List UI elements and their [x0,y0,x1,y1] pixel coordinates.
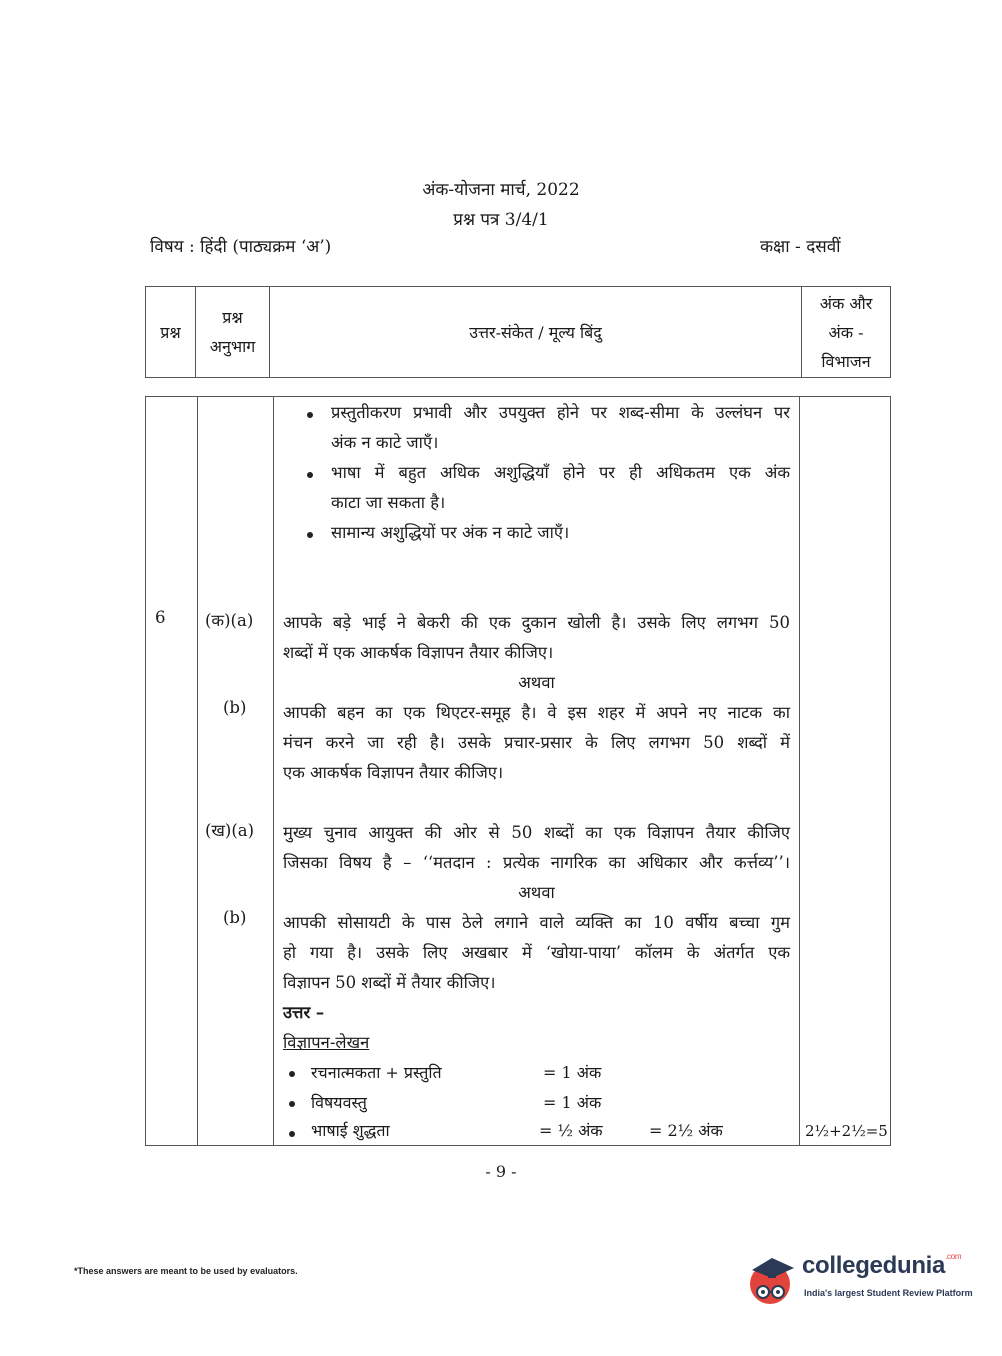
answer-label: उत्तर – [283,1003,325,1022]
page-number: - 9 - [485,1162,517,1181]
ka-a-line-1: आपके बड़े भाई ने बेकरी की एक दुकान खोली है। उसके लिए लगभग 50 [283,613,790,632]
bullet-icon [307,472,313,478]
section-cell [198,397,274,1146]
header-answer-col: उत्तर-संकेत / मूल्य बिंदु [270,287,802,378]
kha-b-line-1: आपकी सोसायटी के पास ठेले लगाने वाले व्यक्ति का 10 वर्षीय बच्चा गुम [283,913,790,932]
answer-cell [274,397,800,1146]
table-header [145,286,891,378]
answer-table [145,396,891,1146]
ka-b-line-3: एक आकर्षक विज्ञापन तैयार कीजिए। [283,763,504,782]
logo-suffix: .com [945,1252,962,1261]
criterion-1-name: रचनात्मकता + प्रस्तुति [311,1063,442,1082]
or-divider-1: अथवा [518,673,555,692]
bullet-icon [307,532,313,538]
criterion-1-marks: = 1 अंक [543,1063,602,1082]
mascot-icon [742,1248,802,1312]
header-question-col: प्रश्न [146,287,196,378]
ka-a-line-2: शब्दों में एक आकर्षक विज्ञापन तैयार कीजिए। [283,643,554,662]
kha-a-line-2: जिसका विषय है – ‘‘मतदान : प्रत्येक नागरिक का अधिकार और कर्त्तव्य’’। [283,853,790,872]
document-title: अंक-योजना मार्च, 2022 [422,180,580,200]
collegedunia-logo [742,1248,972,1312]
note-3-line-1: सामान्य अशुद्धियों पर अंक न काटे जाएँ। [331,523,570,542]
bullet-icon [289,1101,295,1107]
question-number-cell [146,397,198,1146]
note-1-line-2: अंक न काटे जाएँ। [331,433,439,452]
header-marks-line3: विभाजन [821,351,871,371]
bullet-icon [307,412,313,418]
header-section-line2: अनुभाग [209,337,256,356]
ka-b-line-1: आपकी बहन का एक थिएटर-समूह है। वे इस शहर में अपने नए नाटक का [283,703,790,722]
marks-cell [800,397,891,1146]
criterion-3-marks: = ½ अंक [539,1121,603,1140]
criterion-2-name: विषयवस्तु [311,1093,367,1112]
footnote: *These answers are meant to be used by evaluators. [74,1266,298,1276]
paper-code: प्रश्न पत्र 3/4/1 [453,210,549,230]
header-marks-col [802,287,891,378]
header-section-line1: प्रश्न [222,308,243,327]
kha-a-line-1: मुख्य चुनाव आयुक्त की ओर से 50 शब्दों का एक विज्ञापन तैयार कीजिए [283,823,790,842]
logo-tagline: India's largest Student Review Platform [804,1288,973,1298]
answer-heading: विज्ञापन-लेखन [283,1033,370,1052]
logo-wordmark-text: collegedunia [802,1252,946,1279]
note-2-line-2: काटा जा सकता है। [331,493,446,512]
criterion-3-name: भाषाई शुद्धता [311,1121,390,1140]
criterion-2-marks: = 1 अंक [543,1093,602,1112]
section-ka-a-label: (क)(a) [205,611,254,630]
logo-wordmark [802,1252,961,1280]
bullet-icon [289,1071,295,1077]
note-2-line-1: भाषा में बहुत अधिक अशुद्धियाँ होने पर ही अधिकतम एक अंक [331,463,790,482]
section-ka-b-label: (b) [223,698,247,717]
question-number: 6 [155,608,166,627]
note-1-line-1: प्रस्तुतीकरण प्रभावी और उपयुक्त होने पर शब्द-सीमा के उल्लंघन पर [331,403,790,422]
criteria-total: = 2½ अंक [649,1121,723,1140]
kha-b-line-3: विज्ञापन 50 शब्दों में तैयार कीजिए। [283,973,496,992]
class-label: कक्षा - दसवीं [760,237,841,257]
header-marks-line1: अंक और [819,293,873,313]
section-kha-b-label: (b) [223,908,247,927]
marks-total: 2½+2½=5 [805,1122,888,1140]
section-kha-a-label: (ख)(a) [205,821,255,840]
header-marks-line2: अंक - [828,322,864,342]
ka-b-line-2: मंचन करने जा रही है। उसके प्रचार-प्रसार के लिए लगभग 50 शब्दों में [283,733,790,752]
subject-label: विषय : हिंदी (पाठ्यक्रम ‘अ’) [150,237,332,257]
header-section-col [196,287,270,378]
kha-b-line-2: हो गया है। उसके लिए अखबार में ‘खोया-पाया’ कॉलम के अंतर्गत एक [283,943,790,962]
bullet-icon [289,1131,295,1137]
or-divider-2: अथवा [518,883,555,902]
